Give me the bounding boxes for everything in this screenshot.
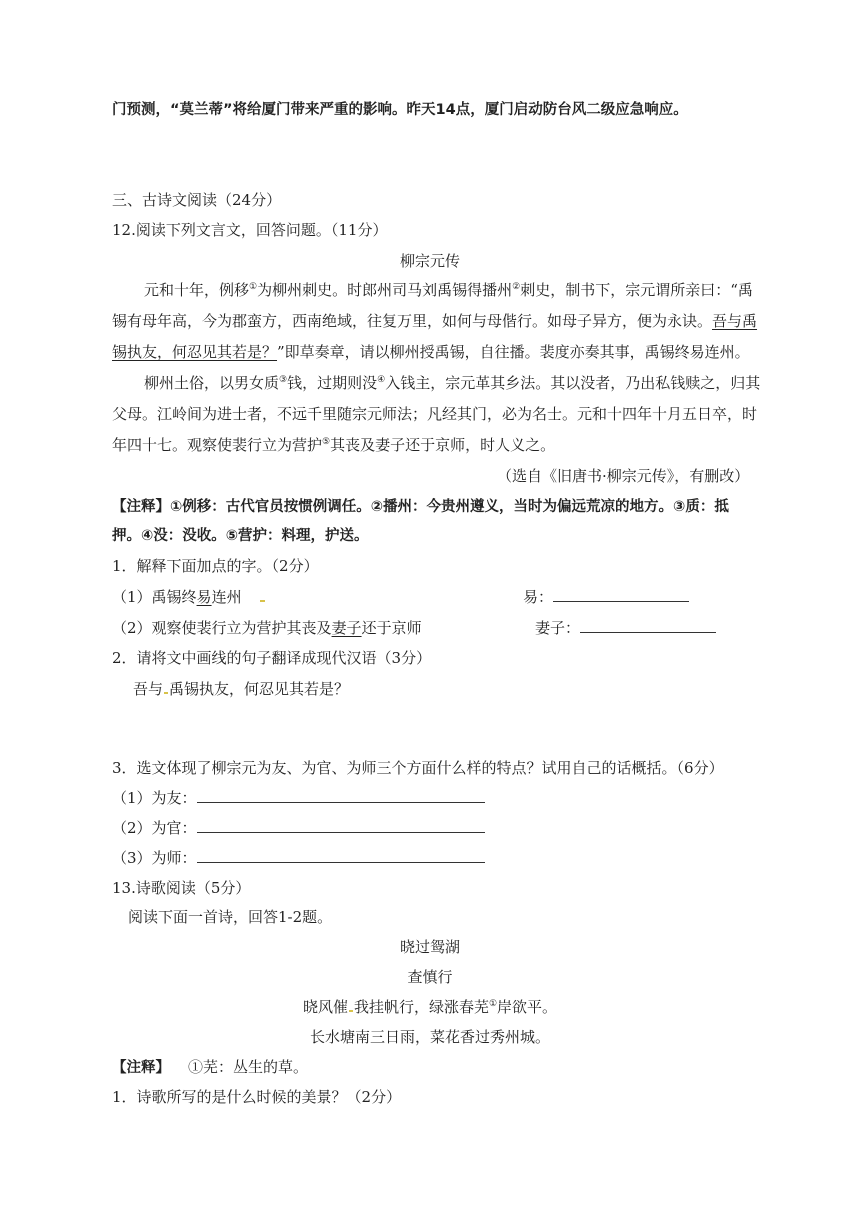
passage-p1-line3 xyxy=(112,342,750,362)
question-12-prompt: 12.阅读下列文言文，回答问题。（11分） xyxy=(112,221,388,239)
footnote-mark: ⑤ xyxy=(322,437,331,447)
section-heading: 三、古诗文阅读（24分） xyxy=(112,191,282,209)
answer-blank[interactable] xyxy=(197,788,485,803)
passage-text: 锡有母年高，今为郡蛮方，西南绝域，往复万里，如何与母偕行。如母子异方，便为永诀。 xyxy=(112,312,713,330)
underlined-sentence: 锡执友，何忍见其若是？ xyxy=(112,343,278,361)
answer-label: （1）为友： xyxy=(112,789,197,807)
poem-text: 晓风催 xyxy=(302,998,348,1016)
notes-line-2: 押。④没：没收。⑤营护：料理，护送。 xyxy=(112,528,369,544)
answer-label: （2）为官： xyxy=(112,819,197,837)
item-text: 连州 xyxy=(211,588,242,606)
footnote-mark: ① xyxy=(488,999,498,1009)
answer-blank[interactable] xyxy=(197,848,485,863)
answer-field-teacher[interactable] xyxy=(112,848,485,868)
q12-sub2-sentence xyxy=(133,679,349,699)
sentence-text: 吾与 xyxy=(133,680,164,698)
question-13-prompt: 13.诗歌阅读（5分） xyxy=(112,879,251,897)
answer-field-official[interactable] xyxy=(112,818,485,838)
footnote-mark: ① xyxy=(249,282,258,292)
passage-text: 刺史，制书下，宗元谓所亲曰：“禹 xyxy=(520,281,753,299)
answer-field-qizi[interactable] xyxy=(535,618,716,638)
item-text: （1）禹锡终 xyxy=(112,588,197,606)
underlined-sentence: 吾与禹 xyxy=(712,312,758,330)
answer-label: （3）为师： xyxy=(112,849,197,867)
passage-title: 柳宗元传 xyxy=(399,252,460,270)
edit-mark xyxy=(349,1010,353,1012)
passage-p2-line2: 父母。江岭间为进士者，不远千里随宗元师法；凡经其门，必为名士。元和十四年十月五日卒，时 xyxy=(112,405,758,423)
passage-source: （选自《旧唐书·柳宗元传》，有删改） xyxy=(497,467,750,485)
q12-sub1-item1 xyxy=(112,587,242,607)
passage-text: 入钱主，宗元革其乡法。其以没者，乃出私钱赎之，归其 xyxy=(385,374,761,392)
passage-p1-line2 xyxy=(112,311,757,331)
top-news-line: 门预测，“莫兰蒂”将给厦门带来严重的影响。昨天14点，厦门启动防台风二级应急响应。 xyxy=(112,102,688,118)
poem-title: 晓过鸳湖 xyxy=(399,938,460,956)
poem-line-2: 长水塘南三日雨，菜花香过秀州城。 xyxy=(309,1028,550,1046)
answer-blank[interactable] xyxy=(197,818,485,833)
passage-text: 年四十七。观察使裴行立为营护 xyxy=(112,436,323,454)
poem-author: 查慎行 xyxy=(407,968,453,986)
passage-text: 元和十年，例移 xyxy=(144,281,250,299)
q12-sub3-prompt: 3．选文体现了柳宗元为友、为官、为师三个方面什么样的特点？试用自己的话概括。（6分） xyxy=(112,759,724,777)
answer-field-yi[interactable] xyxy=(523,587,689,607)
answer-label: 易： xyxy=(523,588,554,606)
passage-p1-line1 xyxy=(144,280,753,300)
notes-line-1: 【注释】①例移：古代官员按惯例调任。②播州：今贵州遵义，当时为偏远荒凉的地方。③质：抵 xyxy=(112,499,729,515)
item-text: 还于京师 xyxy=(361,619,422,637)
answer-blank[interactable] xyxy=(553,587,689,602)
passage-text: ”即草奏章，请以柳州授禹锡，自往播。裴度亦奏其事，禹锡终易连州。 xyxy=(277,343,750,361)
dotted-character: 易 xyxy=(196,588,212,606)
sentence-text: 禹锡执友，何忍见其若是？ xyxy=(169,680,350,698)
footnote-mark: ② xyxy=(512,282,521,292)
note-label: 【注释】 xyxy=(112,1060,170,1076)
answer-blank[interactable] xyxy=(580,618,716,633)
passage-text: 柳州土俗，以男女质 xyxy=(144,374,280,392)
passage-text: 为柳州刺史。时郎州司马刘禹锡得播州 xyxy=(257,281,513,299)
dotted-character: 妻子 xyxy=(331,619,362,637)
passage-text: 钱，过期则没 xyxy=(287,374,378,392)
q12-sub1-prompt: 1．解释下面加点的字。（2分） xyxy=(112,557,319,575)
passage-text: 其丧及妻子还于京师，时人义之。 xyxy=(330,436,556,454)
q12-sub1-item2 xyxy=(112,618,422,638)
footnote-mark: ③ xyxy=(279,375,288,385)
poem-text: 岸欲平。 xyxy=(497,998,558,1016)
item-text: （2）观察使裴行立为营护其丧及 xyxy=(112,619,332,637)
poem-text: 我挂帆行，绿涨春芜 xyxy=(353,998,489,1016)
edit-mark xyxy=(164,692,168,694)
footnote-mark: ④ xyxy=(377,375,386,385)
q13-sub1-prompt: 1．诗歌所写的是什么时候的美景？（2分） xyxy=(112,1088,402,1106)
q12-sub2-prompt: 2．请将文中画线的句子翻译成现代汉语（3分） xyxy=(112,649,432,667)
answer-field-friend[interactable] xyxy=(112,788,485,808)
passage-p2-line3 xyxy=(112,435,555,455)
question-13-intro: 阅读下面一首诗，回答1-2题。 xyxy=(128,908,333,926)
passage-p2-line1 xyxy=(144,373,760,393)
edit-mark xyxy=(260,600,265,602)
poem-note xyxy=(112,1057,308,1078)
note-text: ①芜：丛生的草。 xyxy=(188,1058,309,1076)
answer-label: 妻子： xyxy=(535,619,581,637)
poem-line-1 xyxy=(0,997,860,1017)
